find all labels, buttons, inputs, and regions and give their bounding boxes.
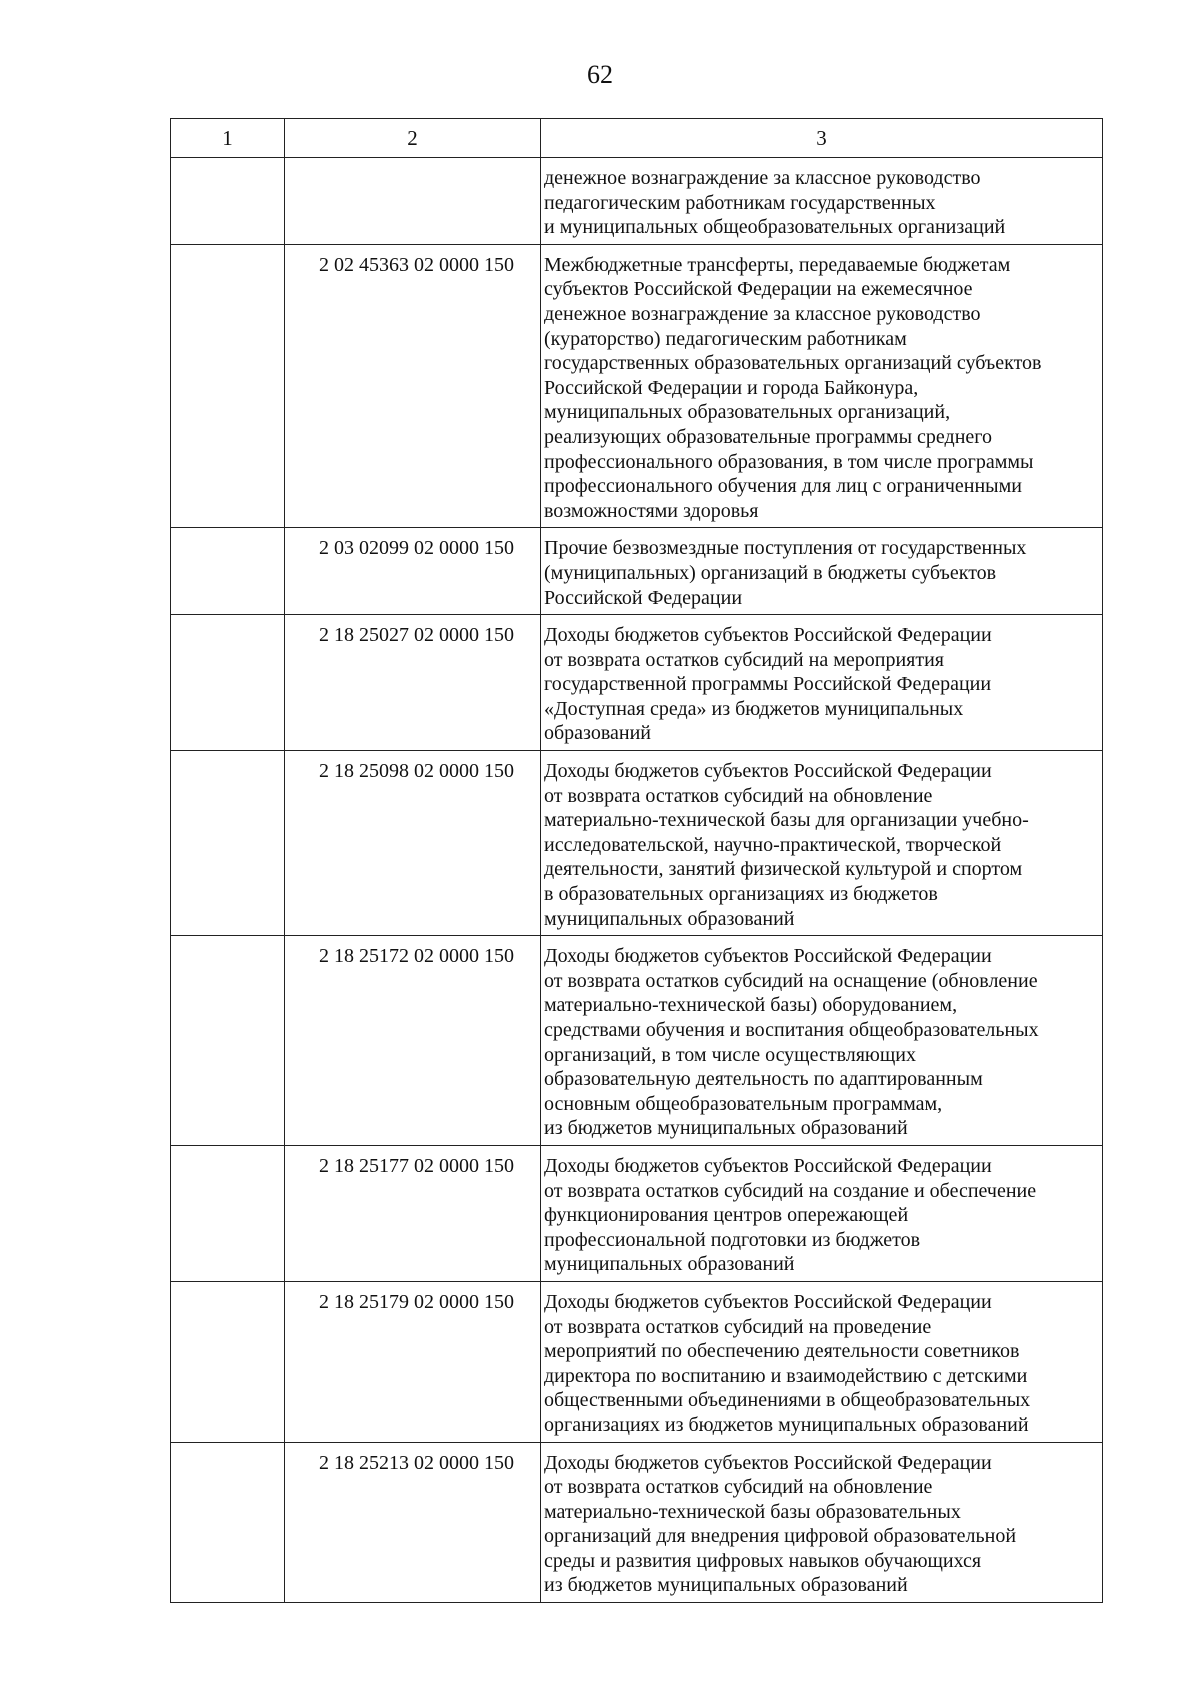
description-line: деятельности, занятий физической культурой и спортом [544,858,1023,881]
description-line: материально-технической базы) оборудованием, [544,994,958,1017]
description-line: директора по воспитанию и взаимодействию с детскими [544,1364,1028,1387]
row-empty-cell [171,158,285,245]
page-number: 62 [587,60,613,89]
table-body [171,158,1103,1603]
table-row [171,158,1103,245]
description-line: в образовательных организациях из бюджетов [544,883,938,906]
description-line: Доходы бюджетов субъектов Российской Федерации [544,760,992,783]
description-line: из бюджетов муниципальных образований [544,1574,908,1597]
description-line: средствами обучения и воспитания общеобразовательных [544,1019,1039,1041]
budget-code-cell: 2 18 25172 02 0000 150 [285,936,541,1146]
table-row [171,1281,1103,1442]
description-line: субъектов Российской Федерации на ежемесячное [544,278,973,301]
description-line: Доходы бюджетов субъектов Российской Федерации [544,945,992,968]
description-line: государственных образовательных организаций субъектов [544,352,1042,375]
description-line: Доходы бюджетов субъектов Российской Федерации [544,1451,992,1474]
column-header-3: 3 [541,119,1103,158]
table-row [171,751,1103,936]
description-line: Межбюджетные трансферты, передаваемые бюджетам [544,253,1011,276]
description-line: (кураторство) педагогическим работникам [544,327,907,350]
description-line: денежное вознаграждение за классное руководство [544,167,981,189]
table-header-row [171,119,1103,158]
row-empty-cell [171,1442,285,1603]
description-line: от возврата остатков субсидий на мероприятия [544,648,944,671]
description-line: педагогическим работникам государственных [544,191,936,214]
description-line: от возврата остатков субсидий на оснащение (обновление [544,969,1038,992]
description-cell [541,751,1103,936]
description-line: Российской Федерации и города Байконура, [544,376,919,399]
description-line: Доходы бюджетов субъектов Российской Федерации [544,1290,992,1313]
budget-code-cell: 2 18 25098 02 0000 150 [285,751,541,936]
description-line: от возврата остатков субсидий на обновление [544,784,933,807]
description-line: профессиональной подготовки из бюджетов [544,1228,921,1251]
description-line: исследовательской, научно-практической, творческой [544,833,1002,856]
description-cell [541,1281,1103,1442]
description-line: денежное вознаграждение за классное руководство [544,302,981,325]
description-line: из бюджетов муниципальных образований [544,1117,908,1140]
description-line: профессионального образования, в том числе программы [544,450,1034,473]
budget-code-cell: 2 18 25177 02 0000 150 [285,1145,541,1281]
description-line: Доходы бюджетов субъектов Российской Федерации [544,624,992,647]
description-line: муниципальных образовательных организаций, [544,401,951,424]
row-empty-cell [171,528,285,615]
description-line: от возврата остатков субсидий на проведение [544,1315,932,1338]
row-empty-cell [171,244,285,528]
description-cell [541,158,1103,245]
description-cell [541,1442,1103,1603]
row-empty-cell [171,936,285,1146]
description-cell [541,528,1103,615]
column-header-1: 1 [171,119,285,158]
description-line: материально-технической базы образовательных [544,1500,961,1523]
description-line: и муниципальных общеобразовательных организаций [544,216,1006,239]
table-row [171,615,1103,751]
budget-code-cell: 2 03 02099 02 0000 150 [285,528,541,615]
table-row [171,1145,1103,1281]
description-line: реализующих образовательные программы среднего [544,425,992,448]
row-empty-cell [171,751,285,936]
budget-code-cell [285,158,541,245]
table-row [171,936,1103,1146]
description-cell [541,244,1103,528]
description-line: «Доступная среда» из бюджетов муниципальных [544,697,964,720]
description-line: Доходы бюджетов субъектов Российской Федерации [544,1154,992,1177]
description-line: от возврата остатков субсидий на обновление [544,1476,933,1499]
description-line: образований [544,722,652,745]
description-line: основным общеобразовательным программам, [544,1092,943,1115]
budget-code-cell: 2 18 25213 02 0000 150 [285,1442,541,1603]
description-line: профессионального обучения для лиц с ограниченными [544,475,1022,498]
row-empty-cell [171,1281,285,1442]
description-line: государственной программы Российской Федерации [544,673,992,696]
description-line: организациях из бюджетов муниципальных образований [544,1413,1029,1436]
description-line: от возврата остатков субсидий на создание и обеспечение [544,1179,1037,1202]
budget-code-cell: 2 02 45363 02 0000 150 [285,244,541,528]
description-line: Российской Федерации [544,586,743,609]
description-line: возможностями здоровья [544,499,759,522]
description-line: муниципальных образований [544,1253,795,1276]
description-line: среды и развития цифровых навыков обучающихся [544,1549,982,1572]
description-cell [541,1145,1103,1281]
column-header-2: 2 [285,119,541,158]
description-cell [541,615,1103,751]
description-line: мероприятий по обеспечению деятельности советников [544,1340,1020,1363]
description-line: (муниципальных) организаций в бюджеты субъектов [544,561,997,584]
description-line: функционирования центров опережающей [544,1204,909,1227]
description-cell [541,936,1103,1146]
table-row [171,528,1103,615]
description-line: муниципальных образований [544,907,795,930]
description-line: образовательную деятельность по адаптированным [544,1068,983,1091]
budget-code-cell: 2 18 25179 02 0000 150 [285,1281,541,1442]
description-line: организаций, в том числе осуществляющих [544,1043,916,1066]
description-line: материально-технической базы для организации учебно- [544,809,1029,832]
description-line: Прочие безвозмездные поступления от государственных [544,537,1027,560]
row-empty-cell [171,1145,285,1281]
description-line: организаций для внедрения цифровой образовательной [544,1525,1017,1548]
budget-code-cell: 2 18 25027 02 0000 150 [285,615,541,751]
budget-classification-table [170,118,1103,1603]
table-row [171,1442,1103,1603]
description-line: общественными объединениями в общеобразовательных [544,1389,1031,1412]
row-empty-cell [171,615,285,751]
table-row [171,244,1103,528]
